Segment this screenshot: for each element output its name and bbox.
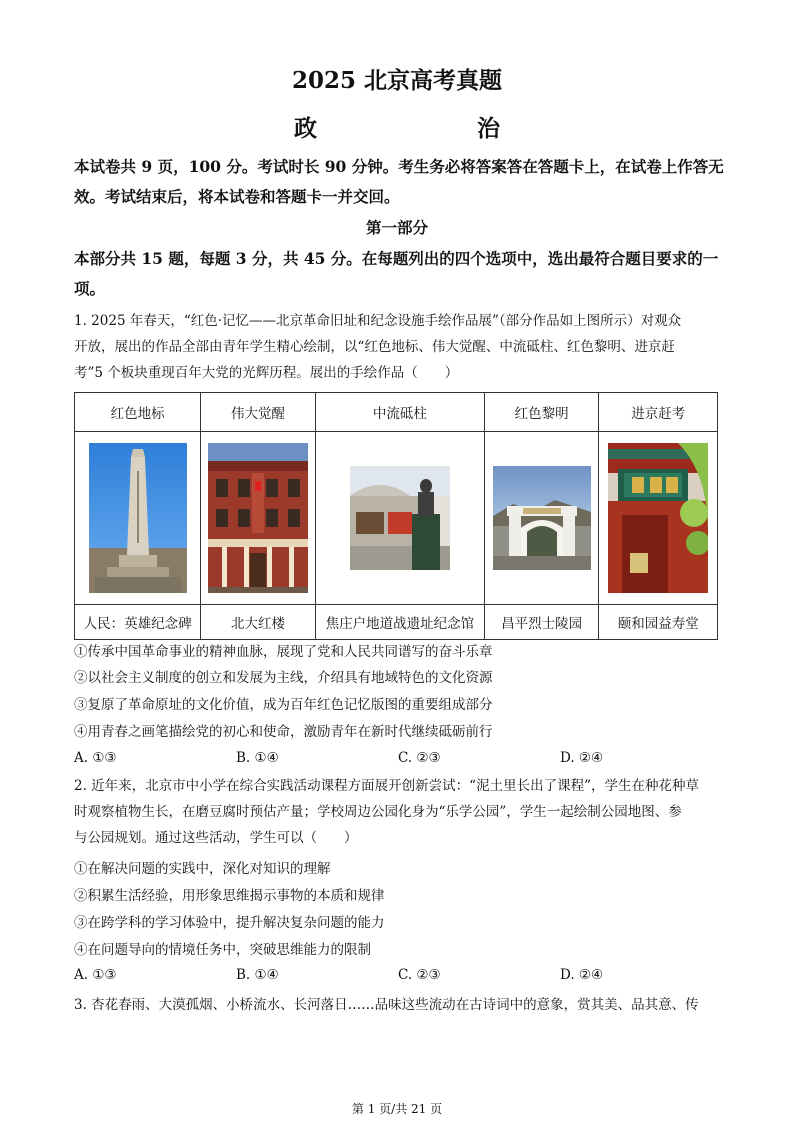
question-2-statement: ①在解决问题的实践中，深化对知识的理解 — [74, 861, 331, 877]
palace-hall-image — [608, 443, 708, 593]
table-caption-cell: 北大红楼 — [201, 605, 316, 640]
option-d[interactable]: D. ②④ — [560, 750, 604, 766]
cemetery-gate-image — [493, 466, 591, 570]
option-d[interactable]: D. ②④ — [560, 967, 604, 983]
table-header-cell: 进京赶考 — [599, 393, 718, 432]
table-header-cell: 红色黎明 — [484, 393, 599, 432]
image-cell — [599, 432, 718, 605]
stem-line: 考”5 个板块重现百年大党的光辉历程。展出的手绘作品（ ） — [74, 365, 459, 381]
instructions — [74, 152, 726, 212]
artwork-table — [74, 392, 718, 640]
section-intro-line: 本部分共 15 题，每题 3 分，共 45 分。在每题列出的四个选项中，选出最符合题目要求的一 — [74, 249, 719, 268]
instructions-line: 效。考试结束后，将本试卷和答题卡一并交回。 — [74, 187, 400, 206]
option-c[interactable]: C. ②③ — [398, 750, 441, 766]
stem-line: 与公园规划。通过这些活动，学生可以（ ） — [74, 830, 358, 846]
section-title: 第一部分 — [365, 218, 428, 237]
table-header-cell: 中流砥柱 — [315, 393, 484, 432]
question-2-options — [74, 967, 726, 987]
option-b[interactable]: B. ①④ — [236, 967, 279, 983]
question-1-stem — [74, 308, 726, 386]
instructions-line: 本试卷共 9 页，100 分。考试时长 90 分钟。考生务必将答案答在答题卡上，在试卷上作答无 — [74, 157, 724, 176]
option-c[interactable]: C. ②③ — [398, 967, 441, 983]
question-1-options — [74, 750, 726, 770]
exam-title: 2025 北京高考真题 — [291, 67, 503, 94]
stem-line: 1. 2025 年春天，“红色·记忆——北京革命旧址和纪念设施手绘作品展”（部分作品如上图所示）对观众 — [74, 313, 682, 329]
monument-image — [89, 443, 187, 593]
option-b[interactable]: B. ①④ — [236, 750, 279, 766]
table-caption-cell: 人民：英雄纪念碑 — [75, 605, 201, 640]
image-cell — [201, 432, 316, 605]
image-cell — [484, 432, 599, 605]
question-1-statement: ②以社会主义制度的创立和发展为主线，介绍具有地域特色的文化资源 — [74, 670, 493, 686]
table-caption-cell: 颐和园益寿堂 — [599, 605, 718, 640]
option-a[interactable]: A. ①③ — [74, 750, 117, 766]
question-2-statement: ④在问题导向的情境任务中，突破思维能力的限制 — [74, 942, 371, 958]
table-caption-cell: 昌平烈士陵园 — [484, 605, 599, 640]
image-cell — [75, 432, 201, 605]
table-header-cell: 红色地标 — [75, 393, 201, 432]
red-building-image — [208, 443, 308, 593]
question-2-statement: ②积累生活经验，用形象思维揭示事物的本质和规律 — [74, 888, 385, 904]
question-2-stem — [74, 773, 726, 851]
question-3-stem: 3. 杏花春雨、大漠孤烟、小桥流水、长河落日……品味这些流动在古诗词中的意象，赏其美、品其意、传 — [74, 997, 699, 1013]
stem-line: 时观察植物生长，在磨豆腐时预估产量；学校周边公园化身为“乐学公园”，学生一起绘制公园地图、参 — [74, 804, 682, 820]
section-intro-line: 项。 — [74, 279, 106, 298]
page-footer: 第 1 页/共 21 页 — [351, 1102, 443, 1116]
section-intro — [74, 244, 726, 304]
table-caption-cell: 焦庄户地道战遗址纪念馆 — [315, 605, 484, 640]
table-header-cell: 伟大觉醒 — [201, 393, 316, 432]
question-1-statement: ④用青春之画笔描绘党的初心和使命，激励青年在新时代继续砥砺前行 — [74, 724, 493, 740]
stem-line: 开放，展出的作品全部由青年学生精心绘制，以“红色地标、伟大觉醒、中流砥柱、红色黎明、进京赶 — [74, 339, 675, 355]
question-1-statement: ③复原了革命原址的文化价值，成为百年红色记忆版图的重要组成部分 — [74, 697, 493, 713]
stem-line: 2. 近年来，北京市中小学在综合实践活动课程方面展开创新尝试：“泥土里长出了课程”，学生在种花种草 — [74, 778, 699, 794]
option-a[interactable]: A. ①③ — [74, 967, 117, 983]
image-cell — [315, 432, 484, 605]
exam-subject: 政 治 — [294, 115, 538, 142]
question-1-statement: ①传承中国革命事业的精神血脉，展现了党和人民共同谱写的奋斗乐章 — [74, 644, 493, 660]
memorial-hall-image — [350, 466, 450, 570]
question-2-statement: ③在跨学科的学习体验中，提升解决复杂问题的能力 — [74, 915, 385, 931]
